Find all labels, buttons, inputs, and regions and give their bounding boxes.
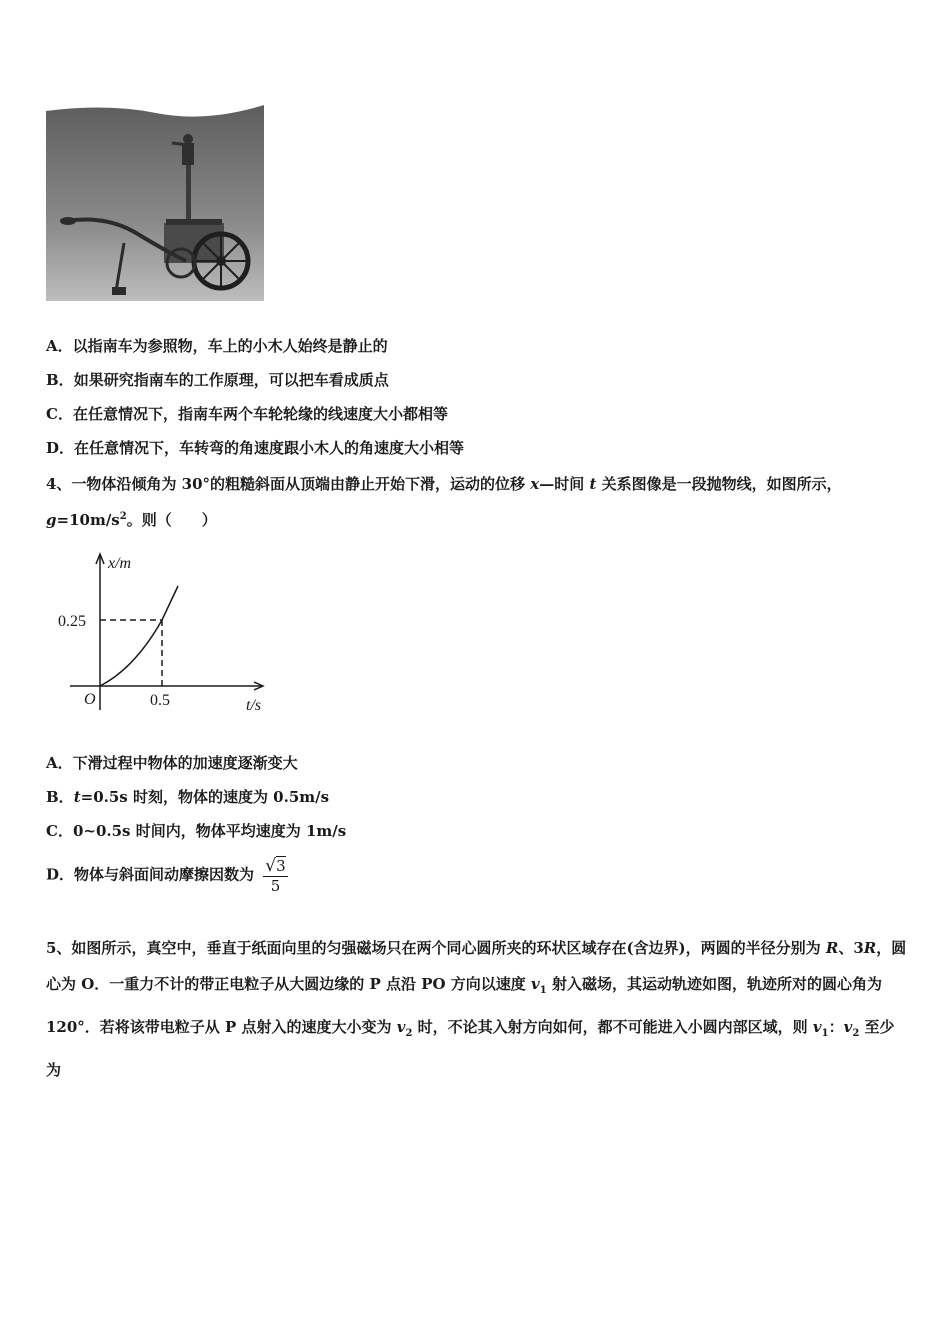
q3-option-a bbox=[46, 335, 388, 356]
q4-stem-line2: $g=10m/s^2$。则（ ） bbox=[46, 511, 217, 529]
q4-option-c: C．0~0.5s 时间内，物体平均速度为 1m/s bbox=[46, 822, 347, 840]
y-tick-label: 0.25 bbox=[58, 613, 86, 630]
option-text: 以指南车为参照物，车上的小木人始终是静止的 bbox=[72, 337, 388, 355]
q3-option-b bbox=[46, 369, 389, 390]
x-t-graph bbox=[50, 548, 280, 718]
q4-option-a: A．下滑过程中物体的加速度逐渐变大 bbox=[46, 754, 298, 772]
option-label: B． bbox=[46, 371, 74, 389]
option-text: 在任意情况下，车转弯的角速度跟小木人的角速度大小相等 bbox=[74, 439, 465, 457]
q3-option-d bbox=[46, 437, 464, 458]
option-label: C． bbox=[46, 405, 73, 423]
option-text: 在任意情况下，指南车两个车轮轮缘的线速度大小都相等 bbox=[72, 405, 448, 423]
chariot-photo bbox=[46, 103, 264, 301]
origin-label: O bbox=[84, 691, 96, 708]
option-label: D． bbox=[46, 439, 75, 457]
q4-stem-line1: 4、一物体沿倾角为 30°的粗糙斜面从顶端由静止开始下滑，运动的位移 x—时间 t 关系图像是一段抛物线，如图所示， bbox=[46, 475, 842, 493]
q4-option-b: B．t=0.5s 时刻，物体的速度为 0.5m/s bbox=[46, 788, 330, 806]
q3-option-c bbox=[46, 403, 448, 424]
option-label: A． bbox=[46, 337, 73, 355]
fraction-sqrt3-over-5: $\frac{√3}{5}$ bbox=[265, 856, 286, 895]
parabola-curve bbox=[100, 586, 178, 686]
y-axis-label: x/m bbox=[108, 555, 132, 572]
q5-stem: 5、如图所示，真空中，垂直于纸面向里的匀强磁场只在两个同心圆所夹的环状区域存在(含边界)，两圆的半径分别为 R、3R，圆心为 O．一重力不计的带正电粒子从大圆边缘的 P 点沿 PO 方向以速度 $v_1$ 射入磁场，其运动轨迹如图，轨迹所对的圆心角为 120°．若将该带电粒子从 P 点射入的速度大小变为 $v_2$ 时，不论其入射方向如何，都不可能进入小圆内部区域，则 $v_1$：$v_2$ 至少为 bbox=[46, 939, 907, 1079]
q4-option-d: D．物体与斜面间动摩擦因数为 $\frac{√3}{5}$ bbox=[46, 856, 286, 895]
x-axis-label: t/s bbox=[246, 697, 262, 714]
x-tick-label: 0.5 bbox=[150, 692, 170, 709]
option-text: 如果研究指南车的工作原理，可以把车看成质点 bbox=[73, 371, 389, 389]
